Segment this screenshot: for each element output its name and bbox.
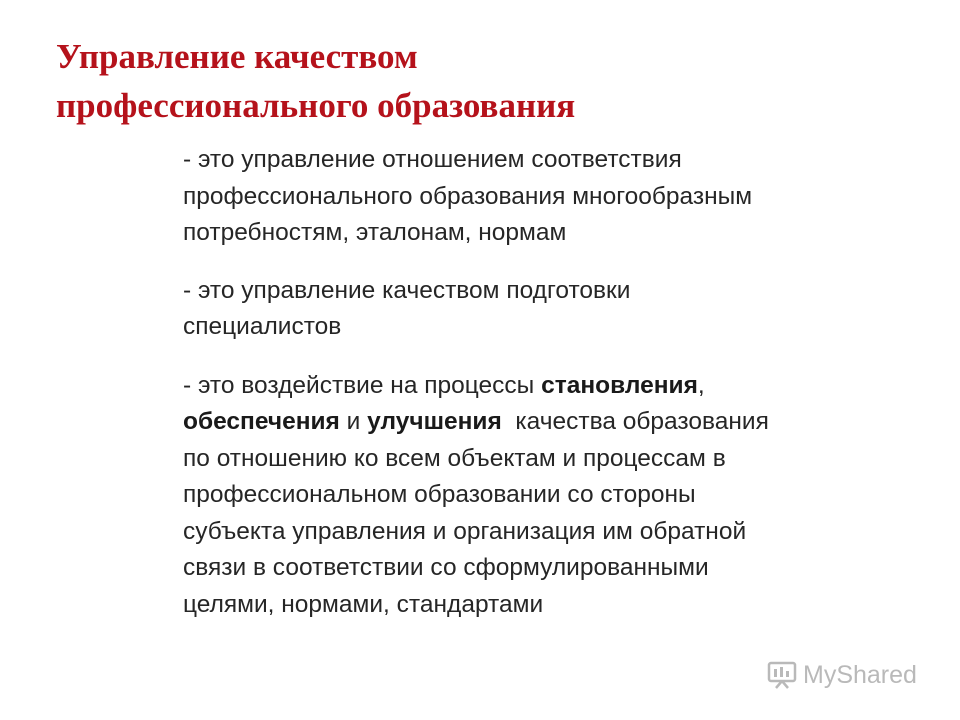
definition-3-text: качества образования <box>501 408 769 435</box>
presentation-board-icon <box>767 660 797 690</box>
definition-1-line: потребностям, эталонам, нормам <box>183 219 567 246</box>
title-line-2: профессионального образования <box>56 86 576 125</box>
title-line-1: Управление качеством <box>56 37 418 76</box>
definition-3-line-1 <box>183 368 883 405</box>
keyword-uluchsheniya: улучшения <box>367 408 502 435</box>
definition-3 <box>183 368 883 624</box>
watermark-text: MyShared <box>803 660 917 689</box>
definition-1-line: профессионального образования многообразным <box>183 182 753 210</box>
definitions-block <box>183 142 883 623</box>
definition-3-line: целями, нормами, стандартами <box>183 590 544 618</box>
definition-2 <box>183 273 883 346</box>
keyword-obespecheniya: обеспечения <box>183 408 340 435</box>
definition-3-text: и <box>339 408 368 435</box>
definition-3-text: , <box>697 371 705 399</box>
definition-2-line: специалистов <box>183 313 342 340</box>
definition-3-line: по отношению ко всем объектам и процессам в <box>183 444 726 472</box>
definition-3-line: субъекта управления и организация им обратной <box>183 517 747 545</box>
definition-3-line-2 <box>183 404 883 441</box>
definition-1 <box>183 142 883 252</box>
definition-1-line: - это управление отношением соответствия <box>183 146 682 173</box>
myshared-watermark[interactable] <box>767 658 917 692</box>
definition-3-line: связи в соответствии со сформулированными <box>183 554 709 581</box>
definition-3-text: - это воздействие на процессы <box>183 371 542 399</box>
keyword-stanovleniya: становления <box>541 371 698 399</box>
definition-3-line: профессиональном образовании со стороны <box>183 481 696 508</box>
slide-title <box>56 32 916 130</box>
definition-2-line: - это управление качеством подготовки <box>183 276 631 304</box>
